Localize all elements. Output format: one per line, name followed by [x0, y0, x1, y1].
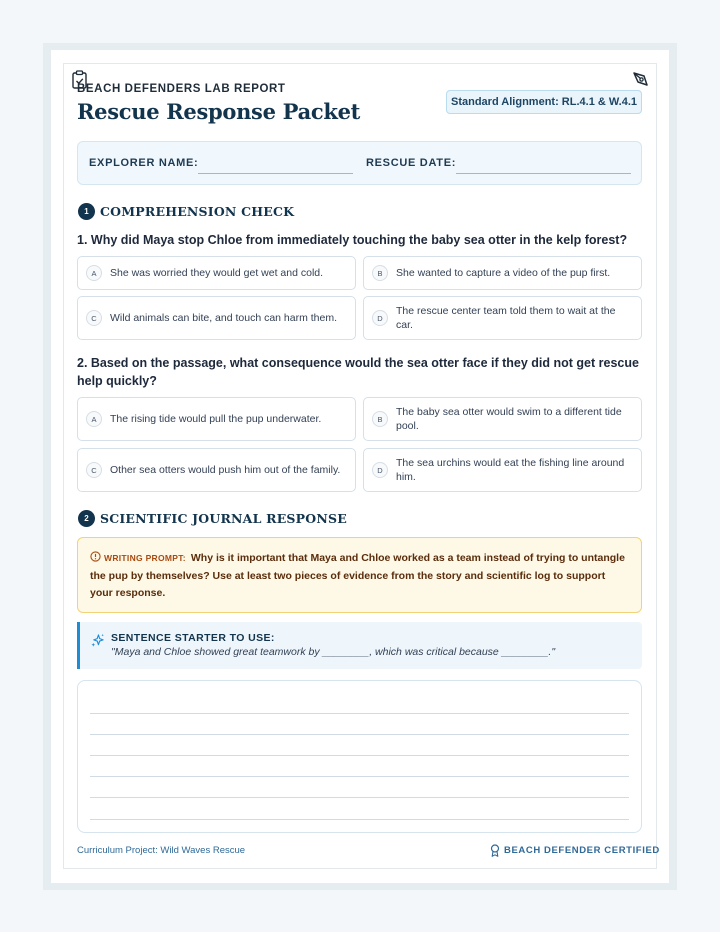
page-title: Rescue Response Packet [77, 99, 361, 124]
option-text: The sea urchins would eat the fishing line around him. [396, 457, 625, 483]
writing-line [90, 734, 629, 735]
option-text: She wanted to capture a video of the pup first. [396, 267, 611, 279]
option-letter: C [86, 310, 102, 326]
report-kicker: BEACH DEFENDERS LAB REPORT [77, 83, 286, 95]
pen-tool-icon [632, 70, 650, 88]
writing-prompt-box [77, 537, 642, 613]
sentence-starter-box [77, 622, 642, 669]
option-text: The rescue center team told them to wait at the car. [396, 305, 616, 331]
q1-option-d[interactable] [363, 296, 642, 340]
certification-text: BEACH DEFENDER CERTIFIED [504, 845, 660, 856]
option-letter: B [372, 411, 388, 427]
writing-line [90, 797, 629, 798]
sentence-starter-label: SENTENCE STARTER TO USE: [111, 632, 275, 644]
standard-alignment-badge: Standard Alignment: RL.4.1 & W.4.1 [446, 90, 642, 114]
q1-option-c[interactable] [77, 296, 356, 340]
q2-option-b[interactable] [363, 397, 642, 441]
q2-option-a[interactable] [77, 397, 356, 441]
option-letter: D [372, 462, 388, 478]
alert-circle-icon [90, 551, 101, 562]
writing-line [90, 755, 629, 756]
rescue-date-label: RESCUE DATE: [366, 157, 457, 169]
response-writing-area[interactable] [77, 680, 642, 833]
option-text: The baby sea otter would swim to a different tide pool. [396, 406, 622, 432]
explorer-name-label: EXPLORER NAME: [89, 157, 199, 169]
award-ribbon-icon [490, 844, 500, 857]
q1-option-a[interactable] [77, 256, 356, 290]
explorer-name-field[interactable] [198, 173, 353, 174]
q1-option-b[interactable] [363, 256, 642, 290]
option-text: Other sea otters would push him out of the family. [110, 464, 341, 476]
option-text: Wild animals can bite, and touch can harm them. [110, 312, 338, 324]
option-letter: C [86, 462, 102, 478]
section-2-number: 2 [78, 510, 95, 527]
section-1-title: COMPREHENSION CHECK [100, 204, 295, 219]
option-letter: A [86, 411, 102, 427]
writing-line [90, 713, 629, 714]
writing-prompt-text: Why is it important that Maya and Chloe worked as a team instead of trying to untangle the pup by themselves? Use at least two pieces of evidence from the story and scientific log to support your response. [90, 552, 625, 599]
sparkles-icon [90, 633, 105, 648]
explorer-info-box [77, 141, 642, 185]
writing-prompt-label: WRITING PROMPT: [104, 553, 186, 563]
section-1-number: 1 [78, 203, 95, 220]
question-2: 2. Based on the passage, what consequence would the sea otter face if they did not get rescue help quickly? [77, 356, 639, 388]
writing-prompt [90, 550, 630, 603]
section-2-title: SCIENTIFIC JOURNAL RESPONSE [100, 511, 347, 526]
writing-line [90, 776, 629, 777]
sentence-starter-quote: "Maya and Chloe showed great teamwork by ________, which was critical because ________." [111, 646, 556, 658]
option-letter: B [372, 265, 388, 281]
option-letter: D [372, 310, 388, 326]
writing-line [90, 819, 629, 820]
rescue-date-field[interactable] [456, 173, 631, 174]
option-letter: A [86, 265, 102, 281]
certification-footer [490, 844, 660, 857]
option-text: She was worried they would get wet and cold. [110, 267, 324, 279]
q2-option-d[interactable] [363, 448, 642, 492]
option-text: The rising tide would pull the pup underwater. [110, 413, 322, 425]
q2-option-c[interactable] [77, 448, 356, 492]
question-1: 1. Why did Maya stop Chloe from immediately touching the baby sea otter in the kelp forest? [77, 233, 628, 247]
curriculum-project-footer: Curriculum Project: Wild Waves Rescue [77, 845, 246, 856]
